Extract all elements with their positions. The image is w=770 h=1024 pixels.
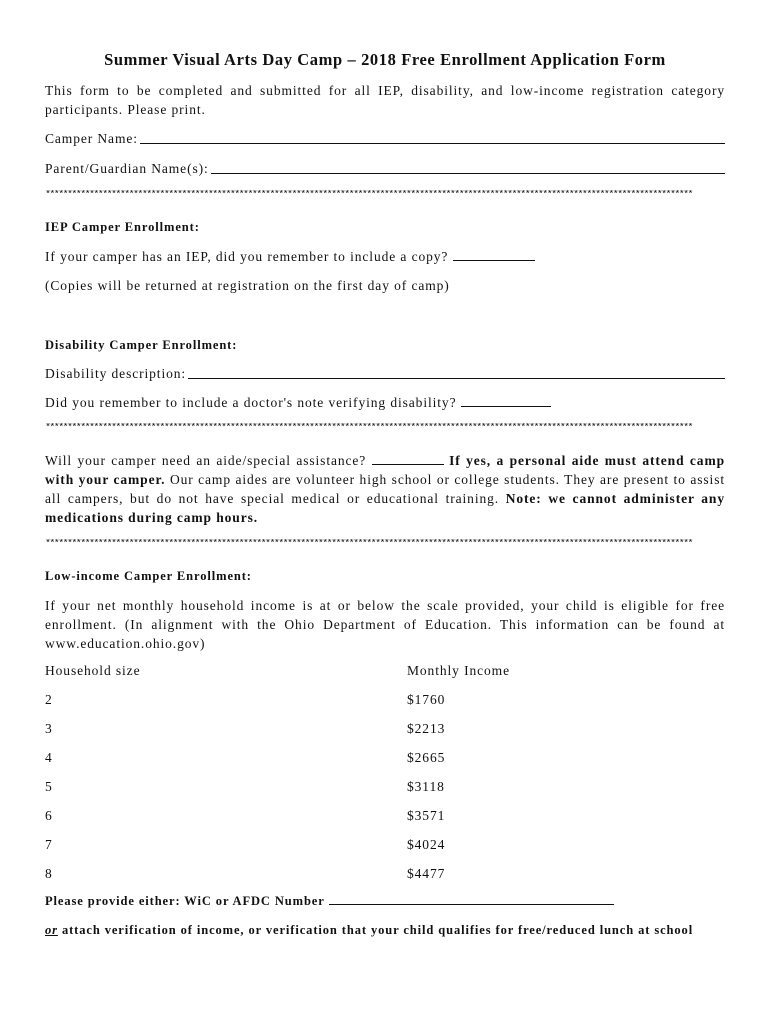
disability-question: Did you remember to include a doctor's note verifying disability?	[45, 395, 457, 410]
page-title: Summer Visual Arts Day Camp – 2018 Free Enrollment Application Form	[104, 50, 666, 69]
table-row	[45, 777, 725, 796]
monthly-income-cell: $3571	[407, 808, 446, 823]
monthly-income-header: Monthly Income	[407, 663, 510, 678]
separator-2: ***************************************************************************************************************************************************	[45, 423, 692, 434]
disability-heading: Disability Camper Enrollment:	[45, 338, 238, 352]
intro-text: This form to be completed and submitted for all IEP, disability, and low-income registration category participants. Please print.	[45, 83, 725, 117]
monthly-income-cell: $4024	[407, 837, 446, 852]
household-size-cell: 6	[45, 808, 53, 823]
low-income-heading: Low-income Camper Enrollment:	[45, 569, 252, 583]
monthly-income-cell: $2665	[407, 750, 446, 765]
household-size-cell: 4	[45, 750, 53, 765]
iep-answer-line[interactable]	[453, 248, 535, 261]
household-size-cell: 8	[45, 866, 53, 881]
iep-question: If your camper has an IEP, did you remember to include a copy?	[45, 249, 449, 264]
disability-description-field[interactable]	[45, 364, 725, 383]
aide-bold-b: Note: we cannot administer any medications during camp hours.	[45, 491, 725, 525]
or-word: or	[45, 923, 58, 937]
household-size-cell: 7	[45, 837, 53, 852]
household-size-cell: 5	[45, 779, 53, 794]
table-row	[45, 690, 725, 709]
aide-text: Our camp aides are volunteer high school or college students. They are present to assist all campers, but do not have special medical or educational training.	[45, 472, 725, 506]
attach-paragraph	[45, 921, 725, 940]
household-size-cell: 2	[45, 692, 53, 707]
separator-1: ***************************************************************************************************************************************************	[45, 190, 692, 201]
table-row	[45, 806, 725, 825]
table-row	[45, 748, 725, 767]
aide-paragraph	[45, 451, 725, 527]
household-size-cell: 3	[45, 721, 53, 736]
table-row	[45, 864, 725, 883]
disability-description-label: Disability description:	[45, 366, 187, 381]
monthly-income-cell: $1760	[407, 692, 446, 707]
low-income-text: If your net monthly household income is at or below the scale provided, your child is eligible for free enrollment. (In alignment with the Ohio Department of Education. This information can be found at www.education.ohio.gov)	[45, 598, 725, 651]
parent-name-label: Parent/Guardian Name(s):	[45, 161, 209, 176]
parent-name-field[interactable]	[45, 159, 725, 178]
table-row	[45, 719, 725, 738]
aide-question: Will your camper need an aide/special assistance?	[45, 453, 367, 468]
camper-name-label: Camper Name:	[45, 131, 138, 146]
household-size-header: Household size	[45, 663, 141, 678]
monthly-income-cell: $3118	[407, 779, 445, 794]
attach-text: attach verification of income, or verification that your child qualifies for free/reduced lunch at school	[57, 923, 694, 937]
disability-description-line[interactable]	[188, 366, 725, 379]
camper-name-field[interactable]	[45, 129, 725, 148]
provide-row	[45, 892, 725, 911]
aide-bold-a: If yes, a personal aide must attend camp with your camper.	[45, 453, 726, 487]
aide-answer-line[interactable]	[372, 452, 444, 465]
provide-label: Please provide either: WiC or AFDC Number	[45, 894, 325, 908]
disability-answer-line[interactable]	[461, 394, 551, 407]
income-table-header	[45, 661, 725, 680]
monthly-income-cell: $4477	[407, 866, 446, 881]
iep-note: (Copies will be returned at registration on the first day of camp)	[45, 278, 450, 293]
iep-question-row	[45, 247, 725, 266]
separator-3: ***************************************************************************************************************************************************	[45, 539, 692, 550]
parent-name-line[interactable]	[211, 161, 725, 174]
disability-question-row	[45, 393, 725, 412]
table-row	[45, 835, 725, 854]
camper-name-line[interactable]	[140, 131, 725, 144]
monthly-income-cell: $2213	[407, 721, 446, 736]
iep-heading: IEP Camper Enrollment:	[45, 220, 200, 234]
wic-afdc-number-line[interactable]	[329, 892, 614, 905]
